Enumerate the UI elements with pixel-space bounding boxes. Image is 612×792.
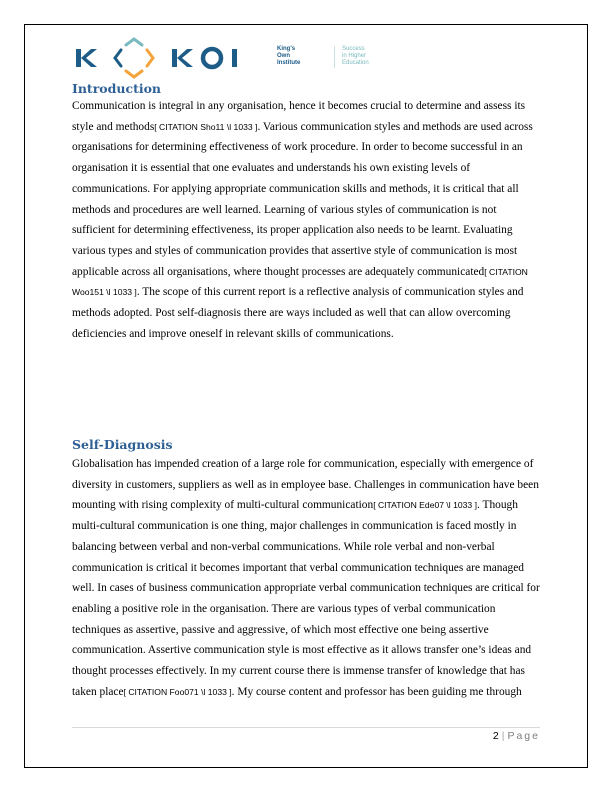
page-label: Page bbox=[507, 730, 540, 742]
institute-line: King's bbox=[277, 46, 296, 52]
self-diagnosis-text: . My course content and professor has been guiding me through bbox=[231, 685, 522, 698]
self-diagnosis-text: . Though multi-cultural communication is one thing, major challenges in communication is faced mostly in balancing between verbal and non-verbal communications. While role verbal and non-verbal communication is critical it becomes important that verbal communication techniques are managed well. In cases of business communication appropriate verbal communication techniques are critical for enabling a positive role in the organisation. There are various types of verbal communication techniques as assertive, passive and aggressive, of which most effective one being assertive communication. Assertive communication style is most effective as it allows transfer one’s ideas and thought processes effectively. In my current course there is immense transfer of knowledge that has taken place bbox=[72, 499, 540, 698]
introduction-heading: Introduction bbox=[72, 81, 162, 96]
citation-field: [ CITATION Sho11 \l 1033 ] bbox=[154, 121, 258, 132]
self-diagnosis-text: Globalisation has impended creation of a large role for communication, especially with emergence of diversity in customers, suppliers as well as in employee base. Challenges in communication have been mounting with rising complexity of multi-cultural communication bbox=[72, 458, 539, 512]
citation-field: [ CITATION Woo151 \l 1033 ] bbox=[72, 266, 528, 298]
koi-logo bbox=[72, 36, 397, 80]
institute-line: Institute bbox=[277, 60, 301, 66]
intro-text: . Various communication styles and methods are used across organisations for determining effectiveness of work procedure. In order to become successful in an organisation it is essential that one evaluates and understands his own existing levels of communications. For applying appropriate communication skills and methods, it is critical that all methods and procedures are well learned. Learning of various styles of communication is not sufficient for determining effectiveness, its proper application also needs to be learnt. Evaluating various types and styles of communication provides that assertive style of communication is most applicable across all organisations, where thought processes are adequately communicated bbox=[72, 120, 533, 278]
citation-field: [ CITATION Foo071 \l 1033 ] bbox=[123, 686, 232, 697]
intro-text: Communication is integral in any organisation, hence it becomes crucial to determine and assess its style and methods bbox=[72, 100, 526, 133]
tagline-line: Success bbox=[342, 46, 365, 52]
introduction-paragraph bbox=[72, 96, 542, 344]
logo-divider bbox=[334, 46, 335, 68]
page-footer bbox=[493, 730, 540, 742]
logo-diamond-icon bbox=[115, 39, 153, 77]
footer-rule bbox=[72, 727, 540, 728]
self-diagnosis-paragraph bbox=[72, 454, 542, 702]
intro-text: . The scope of this current report is a reflective analysis of communication styles and methods adopted. Post self-diagnosis there are ways included as well that can allow overcoming deficiencies and improve oneself in relevant skills of communications. bbox=[72, 286, 524, 340]
citation-field: [ CITATION Ede07 \l 1033 ] bbox=[373, 500, 477, 511]
logo-letters-koi bbox=[172, 49, 237, 67]
logo-tagline bbox=[342, 46, 369, 67]
page-number: 2 bbox=[492, 730, 499, 742]
tagline-line: in Higher bbox=[342, 53, 367, 59]
logo-institute-name bbox=[277, 46, 300, 67]
koi-logo-mark bbox=[72, 36, 262, 80]
logo-letter-k bbox=[76, 49, 97, 67]
footer-separator: | bbox=[501, 730, 505, 742]
tagline-line: Education bbox=[342, 60, 369, 66]
self-diagnosis-heading: Self-Diagnosis bbox=[72, 437, 173, 452]
institute-line: Own bbox=[277, 53, 290, 59]
